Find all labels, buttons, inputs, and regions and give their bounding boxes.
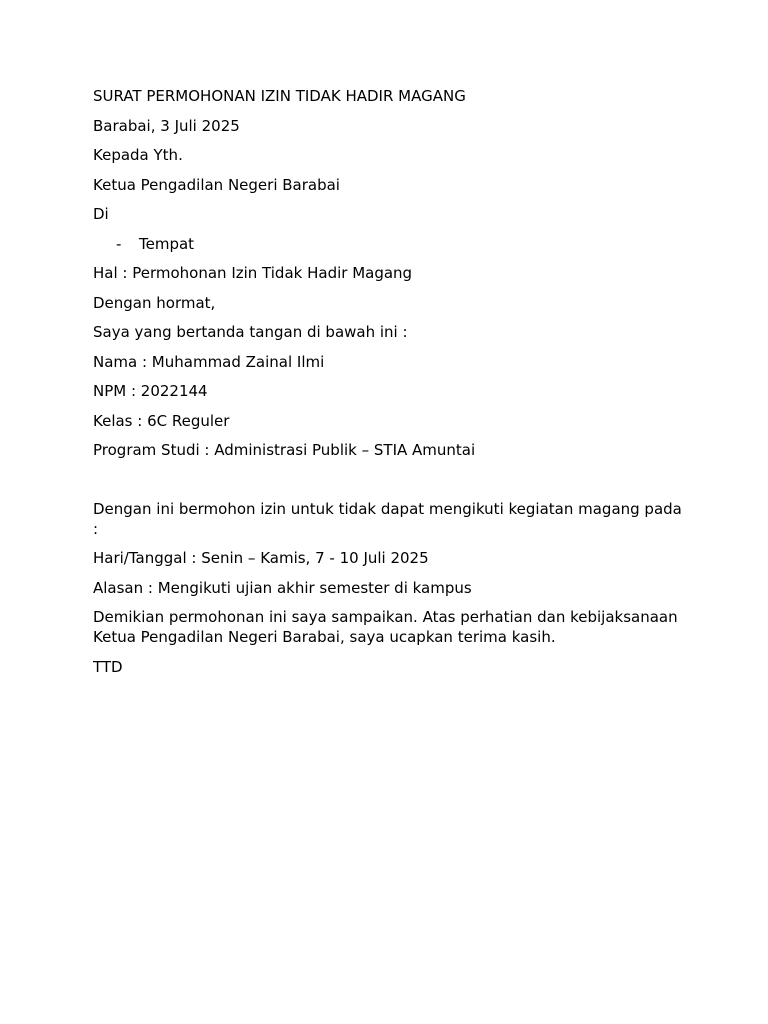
letter-body	[93, 86, 683, 686]
greeting: Dengan hormat,	[93, 293, 216, 312]
reason-line: Alasan : Mengikuti ujian akhir semester di kampus	[93, 578, 472, 597]
bullet-dash: -	[116, 234, 122, 253]
place-text: Tempat	[139, 234, 195, 253]
subject-line: Hal : Permohonan Izin Tidak Hadir Magang	[93, 264, 413, 282]
signature: TTD	[93, 657, 123, 676]
recipient: Ketua Pengadilan Negeri Barabai	[93, 175, 340, 194]
name-line: Nama : Muhammad Zainal Ilmi	[93, 352, 325, 371]
letter-date: Barabai, 3 Juli 2025	[93, 116, 240, 135]
npm-line: NPM : 2022144	[93, 382, 208, 400]
di-line: Di	[93, 205, 109, 223]
paragraph-gap	[93, 470, 683, 499]
letter-title: SURAT PERMOHONAN IZIN TIDAK HADIR MAGANG	[93, 87, 466, 105]
day-date-line: Hari/Tanggal : Senin – Kamis, 7 - 10 Juli 2025	[93, 549, 429, 567]
closing-paragraph: Demikian permohonan ini saya sampaikan. Atas perhatian dan kebijaksanaan Ketua Pengadilan Negeri Barabai, saya ucapkan terima kasih.	[93, 608, 678, 646]
class-line: Kelas : 6C Reguler	[93, 411, 230, 430]
request-paragraph: Dengan ini bermohon izin untuk tidak dapat mengikuti kegiatan magang pada :	[93, 499, 682, 538]
salutation-to: Kepada Yth.	[93, 146, 183, 164]
program-line: Program Studi : Administrasi Publik – STIA Amuntai	[93, 441, 476, 459]
intro-line: Saya yang bertanda tangan di bawah ini :	[93, 323, 408, 341]
place-line	[93, 234, 683, 254]
